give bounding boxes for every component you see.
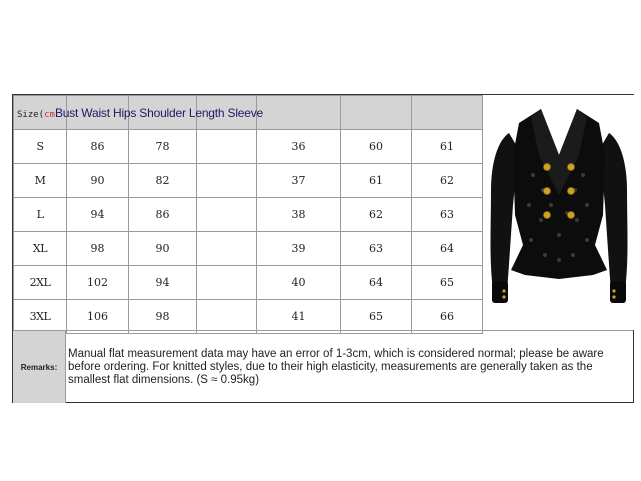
- size-table: [13, 95, 483, 334]
- hips-cell: [197, 300, 257, 334]
- table-row: [14, 232, 483, 266]
- size-cell: M: [14, 164, 67, 198]
- sleeve-cell: 63: [412, 198, 483, 232]
- bust-cell: 94: [67, 198, 129, 232]
- size-cell: 3XL: [14, 300, 67, 334]
- bust-cell: 102: [67, 266, 129, 300]
- table-row: [14, 266, 483, 300]
- hips-cell: [197, 266, 257, 300]
- bust-cell: 86: [67, 130, 129, 164]
- remarks-label: Remarks:: [13, 331, 66, 403]
- unit-label: cm: [44, 110, 55, 120]
- size-cell: 2XL: [14, 266, 67, 300]
- length-cell: 62: [341, 198, 412, 232]
- table-row: [14, 130, 483, 164]
- waist-cell: 86: [129, 198, 197, 232]
- length-cell: 63: [341, 232, 412, 266]
- length-cell: 64: [341, 266, 412, 300]
- sleeve-cell: 61: [412, 130, 483, 164]
- length-cell: 65: [341, 300, 412, 334]
- size-header-label: Size(: [17, 110, 45, 120]
- shoulder-cell: 41: [257, 300, 341, 334]
- table-row: [14, 198, 483, 232]
- bust-cell: 98: [67, 232, 129, 266]
- shoulder-cell: 37: [257, 164, 341, 198]
- remarks-section: [13, 330, 633, 403]
- sleeve-cell: 64: [412, 232, 483, 266]
- remarks-text: Manual flat measurement data may have an error of 1-3cm, which is considered normal; please be aware before ordering. For knitted styles, due to their high elasticity, measurements are generally taken as the smallest flat dimensions. (S ≈ 0.95kg): [68, 348, 604, 386]
- column-headers: Bust Waist Hips Shoulder Length Sleeve: [54, 106, 264, 120]
- bust-cell: 106: [67, 300, 129, 334]
- size-cell: XL: [14, 232, 67, 266]
- product-image: [482, 95, 635, 330]
- waist-cell: 98: [129, 300, 197, 334]
- sleeve-cell: 65: [412, 266, 483, 300]
- hips-cell: [197, 130, 257, 164]
- shoulder-cell: 40: [257, 266, 341, 300]
- length-cell: 61: [341, 164, 412, 198]
- black-sequin-jacket-with-gold-buttons-icon: [483, 95, 635, 330]
- waist-cell: 82: [129, 164, 197, 198]
- table-row: [14, 164, 483, 198]
- size-chart: [12, 94, 634, 403]
- hips-cell: [197, 198, 257, 232]
- sleeve-cell: 66: [412, 300, 483, 334]
- bust-cell: 90: [67, 164, 129, 198]
- header-cell: [14, 96, 264, 130]
- header-row: [14, 96, 483, 130]
- hips-cell: [197, 164, 257, 198]
- shoulder-cell: 39: [257, 232, 341, 266]
- size-cell: S: [14, 130, 67, 164]
- waist-cell: 78: [129, 130, 197, 164]
- hips-cell: [197, 232, 257, 266]
- table-row: [14, 300, 483, 334]
- waist-cell: 94: [129, 266, 197, 300]
- sleeve-cell: 62: [412, 164, 483, 198]
- length-cell: 60: [341, 130, 412, 164]
- shoulder-cell: 36: [257, 130, 341, 164]
- size-cell: L: [14, 198, 67, 232]
- shoulder-cell: 38: [257, 198, 341, 232]
- waist-cell: 90: [129, 232, 197, 266]
